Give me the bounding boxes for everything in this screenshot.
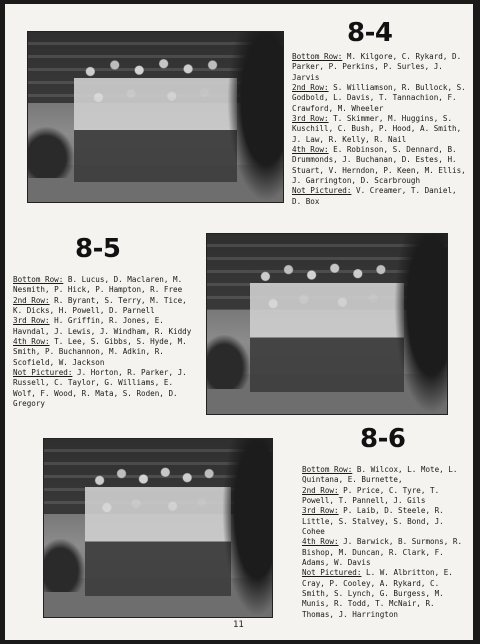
section-heading-8-4: 8-4: [347, 18, 393, 48]
roster-row-label: 4th Row:: [292, 145, 329, 155]
roster-row-names: B. Wilcox, L. Mote, L. Quintana, E. Burnette,: [302, 465, 458, 485]
roster-row: [302, 568, 468, 620]
roster-row: [13, 316, 195, 337]
roster-row: [302, 506, 468, 537]
roster-row-label: 3rd Row:: [13, 316, 50, 326]
roster-row: [292, 186, 467, 207]
roster-8-6: [302, 465, 468, 620]
roster-row: [302, 465, 468, 486]
roster-row-label: 2nd Row:: [302, 485, 339, 495]
roster-row: [302, 486, 468, 507]
roster-row-names: M. Kilgore, C. Rykard, D. Parker, P. Perkins, P. Surles, J. Jarvis: [292, 52, 462, 82]
roster-row-names: T. Skimmer, M. Huggins, S. Kuschill, C. Bush, P. Hood, A. Smith, J. Law, R. Kelly, R. Nail: [292, 114, 462, 144]
class-photo-8-6: [43, 438, 273, 618]
section-heading-8-6: 8-6: [360, 424, 406, 454]
roster-row-label: 2nd Row:: [292, 83, 329, 93]
class-photo-8-4: [27, 31, 284, 203]
roster-row-label: Not Pictured:: [292, 186, 352, 196]
roster-row-names: T. Lee, S. Gibbs, S. Hyde, M. Smith, P. Buchannon, M. Adkin, R. Scofield, W. Jackson: [13, 337, 187, 367]
roster-row-label: 2nd Row:: [13, 295, 50, 305]
page-number: 11: [233, 620, 244, 630]
roster-row-names: H. Griffin, R. Jones, E. Havndal, J. Lewis, J. Windham, R. Kiddy: [13, 316, 192, 336]
roster-row-names: P. Price, C. Tyre, T. Powell, T. Pannell, J. Gils: [302, 485, 440, 506]
roster-row-label: 3rd Row:: [292, 114, 329, 124]
roster-row-names: V. Creamer, T. Daniel, D. Box: [292, 186, 457, 206]
roster-row: [292, 52, 467, 83]
roster-row-label: Bottom Row:: [302, 465, 353, 474]
roster-row-names: R. Byrant, S. Terry, M. Tice, K. Dicks, H. Powell, D. Parnell: [13, 295, 187, 316]
roster-row: [13, 337, 195, 368]
roster-row-names: E. Robinson, S. Dennard, B. Drummonds, J. Buchanan, D. Estes, H. Stuart, V. Herndon, P. Keen, M. Ellis, J. Garrington, D. Scarbrough: [292, 145, 466, 186]
roster-row-label: 4th Row:: [302, 537, 339, 547]
roster-row-label: 4th Row:: [13, 337, 50, 347]
section-heading-8-5: 8-5: [75, 234, 121, 264]
roster-row-names: P. Laib, D. Steele, R. Little, S. Stalvey, S. Bond, J. Cohee: [302, 506, 444, 537]
roster-row: [13, 368, 195, 409]
roster-8-5: [13, 275, 195, 409]
roster-row-label: Not Pictured:: [13, 368, 73, 378]
roster-row-names: L. W. Albritton, E. Cray, P. Cooley, A. Rykard, C. Smith, S. Lynch, G. Burgess, M. Munis, R. Todd, T. McNair, R. Thomas, J. Harrington: [302, 568, 453, 619]
roster-row-label: Not Pictured:: [302, 568, 362, 578]
roster-row-names: S. Williamson, R. Bullock, S. Godbold, L. Davis, T. Tannachion, F. Crawford, M. Wheeler: [292, 83, 466, 113]
roster-row-names: J. Barwick, B. Surmons, R. Bishop, M. Duncan, R. Clark, F. Adams, W. Davis: [302, 537, 463, 568]
roster-row-label: Bottom Row:: [13, 275, 64, 284]
roster-row: [302, 537, 468, 568]
roster-row: [13, 275, 195, 296]
roster-row-names: B. Lucus, D. Maclaren, M. Nesmith, P. Hick, P. Hampton, R. Free: [13, 275, 183, 295]
roster-row-names: J. Horton, R. Parker, J. Russell, C. Taylor, G. Williams, E. Wolf, F. Wood, R. Mata, S. Roden, D. Gregory: [13, 368, 187, 409]
yearbook-page: [5, 4, 473, 640]
roster-row: [292, 114, 467, 145]
roster-row: [292, 83, 467, 114]
roster-8-4: [292, 52, 467, 207]
roster-row: [292, 145, 467, 186]
roster-row: [13, 296, 195, 317]
class-photo-8-5: [206, 233, 448, 415]
roster-row-label: 3rd Row:: [302, 506, 339, 516]
roster-row-label: Bottom Row:: [292, 52, 343, 61]
